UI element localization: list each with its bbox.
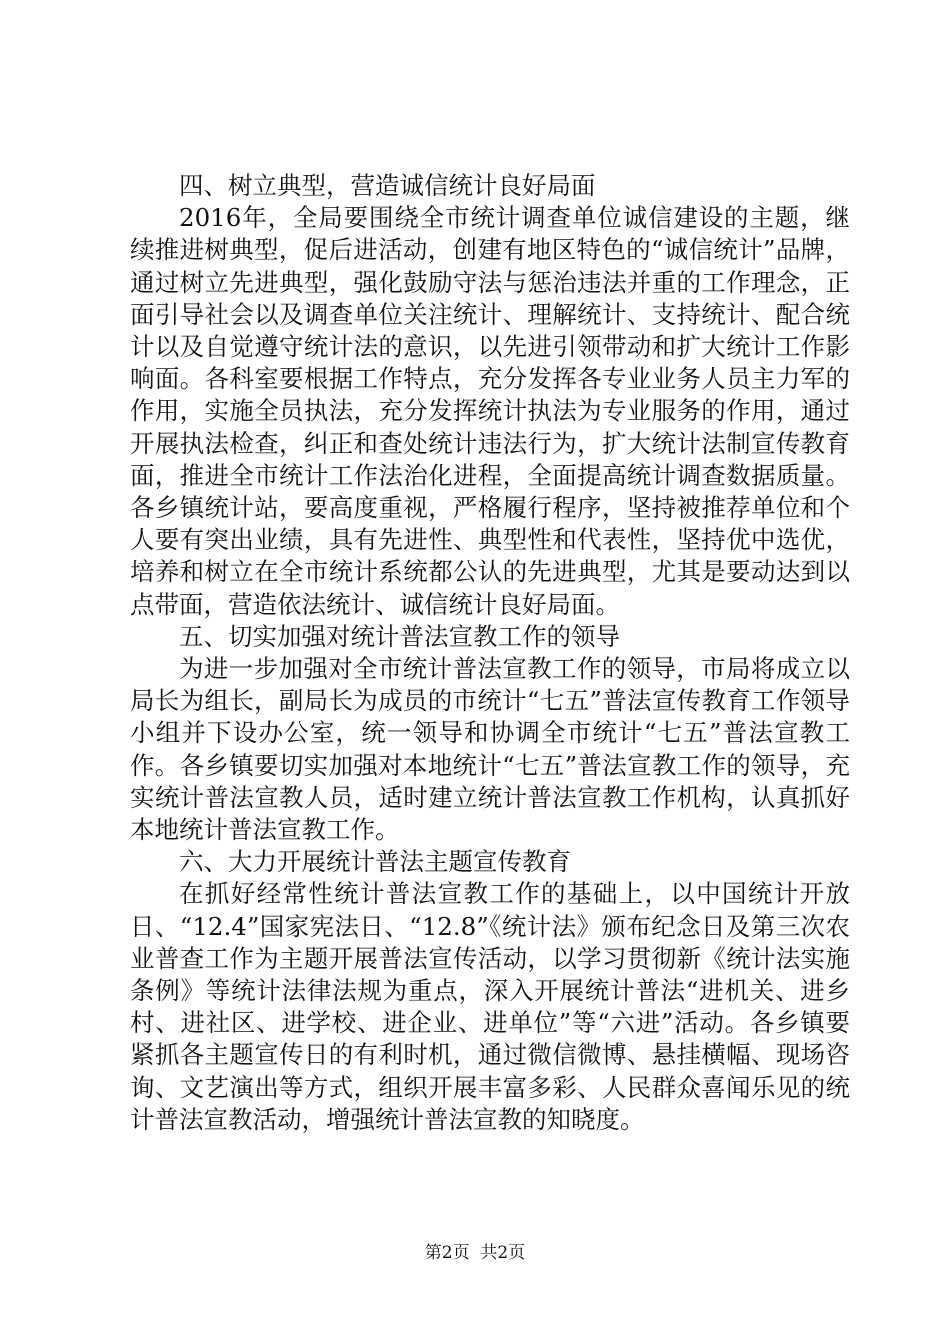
document-body	[130, 170, 850, 1136]
section-paragraph-4: 2016年，全局要围绕全市统计调查单位诚信建设的主题，继续推进树典型，促后进活动，创建有地区特色的“诚信统计”品牌，通过树立先进典型，强化鼓励守法与惩治违法并重的工作理念，正面引导社会以及调查单位关注统计、理解统计、支持统计、配合统计以及自觉遵守统计法的意识，以先进引领带动和扩大统计工作影响面。各科室要根据工作特点，充分发挥各专业业务人员主力军的作用，实施全员执法，充分发挥统计执法为专业服务的作用，通过开展执法检查，纠正和查处统计违法行为，扩大统计法制宣传教育面，推进全市统计工作法治化进程，全面提高统计调查数据质量。各乡镇统计站，要高度重视，严格履行程序，坚持被推荐单位和个人要有突出业绩，具有先进性、典型性和代表性，坚持优中选优，培养和树立在全市统计系统都公认的先进典型，尤其是要动达到以点带面，营造依法统计、诚信统计良好局面。	[130, 203, 850, 619]
page-footer	[0, 1242, 950, 1264]
section-heading-6: 六、大力开展统计普法主题宣传教育	[179, 847, 571, 877]
section-paragraph-6: 在抓好经常性统计普法宣教工作的基础上，以中国统计开放日、“12.4”国家宪法日、“12.8”《统计法》颁布纪念日及第三次农业普查工作为主题开展普法宣传活动，以学习贯彻新《统计法实施条例》等统计法律法规为重点，深入开展统计普法“进机关、进乡村、进社区、进学校、进企业、进单位”等“六进”活动。各乡镇要紧抓各主题宣传日的有利时机，通过微信微博、悬挂横幅、现场咨询、文艺演出等方式，组织开展丰富多彩、人民群众喜闻乐见的统计普法宣教活动，增强统计普法宣教的知晓度。	[130, 879, 850, 1134]
page-number-label: 第2页 共2页	[424, 1243, 526, 1263]
section-paragraph-5: 为进一步加强对全市统计普法宣教工作的领导，市局将成立以局长为组长，副局长为成员的市统计“七五”普法宣传教育工作领导小组并下设办公室，统一领导和协调全市统计“七五”普法宣教工作。各乡镇要切实加强对本地统计“七五”普法宣教工作的领导，充实统计普法宣教人员，适时建立统计普法宣教工作机构，认真抓好本地统计普法宣教工作。	[130, 654, 850, 845]
section-heading-5: 五、切实加强对统计普法宣教工作的领导	[179, 621, 620, 651]
section-heading-4: 四、树立典型，营造诚信统计良好局面	[179, 171, 596, 200]
